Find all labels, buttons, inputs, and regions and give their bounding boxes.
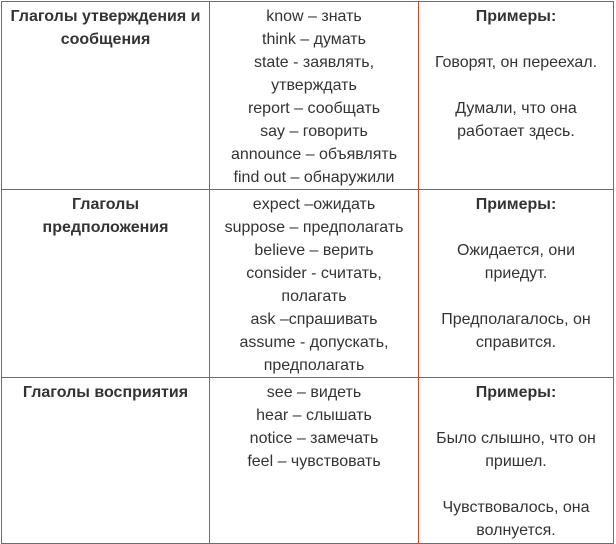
verb-item: state - заявлять, утверждать [253,54,375,94]
table-row [2,378,614,544]
example-sentence: Было слышно, что он пришел. [436,430,596,470]
verbs-cell [210,190,419,378]
verb-item: see – видеть [266,384,362,401]
example-sentence: Предполагалось, он справится. [441,311,591,351]
example-sentence: Думали, что она работает здесь. [455,100,577,140]
verb-item: announce – объявлять [230,146,398,163]
verb-item: find out – обнаружили [233,169,395,186]
examples-cell [419,378,614,544]
verb-item: ask –спрашивать [250,311,378,328]
verb-item: notice – замечать [249,430,379,447]
verb-item: hear – слышать [256,407,372,424]
verb-item: report – сообщать [247,100,381,117]
verbs-cell [210,2,419,190]
example-sentence: Ожидается, они приедут. [456,242,576,282]
verb-item: expect –ожидать [252,196,376,213]
example-sentence: Чувствовалось, она волнуется. [442,499,590,539]
examples-cell [419,190,614,378]
verbs-cell [210,378,419,544]
examples-title: Примеры: [475,384,557,401]
verb-item: assume - допускать, предполагать [239,334,389,374]
verb-item: say – говорить [260,123,368,140]
category-cell [2,2,210,190]
category-cell [2,378,210,544]
examples-title: Примеры: [475,196,557,213]
table-row [2,190,614,378]
example-sentence: Говорят, он переехал. [434,54,598,71]
category-label: Глаголы восприятия [22,384,189,401]
category-label: Глаголы предположения [42,196,169,236]
examples-cell [419,2,614,190]
category-cell [2,190,210,378]
table-row [2,2,614,190]
verb-item: think – думать [262,31,366,48]
verb-item: know – знать [266,8,362,25]
examples-title: Примеры: [475,8,557,25]
verb-item: consider - считать, полагать [246,265,382,305]
category-label: Глаголы утверждения и сообщения [10,8,201,48]
verb-item: feel – чувствовать [247,453,381,470]
verbs-table [1,1,614,544]
verb-item: suppose – предполагать [224,219,404,236]
verb-item: believe – верить [254,242,374,259]
